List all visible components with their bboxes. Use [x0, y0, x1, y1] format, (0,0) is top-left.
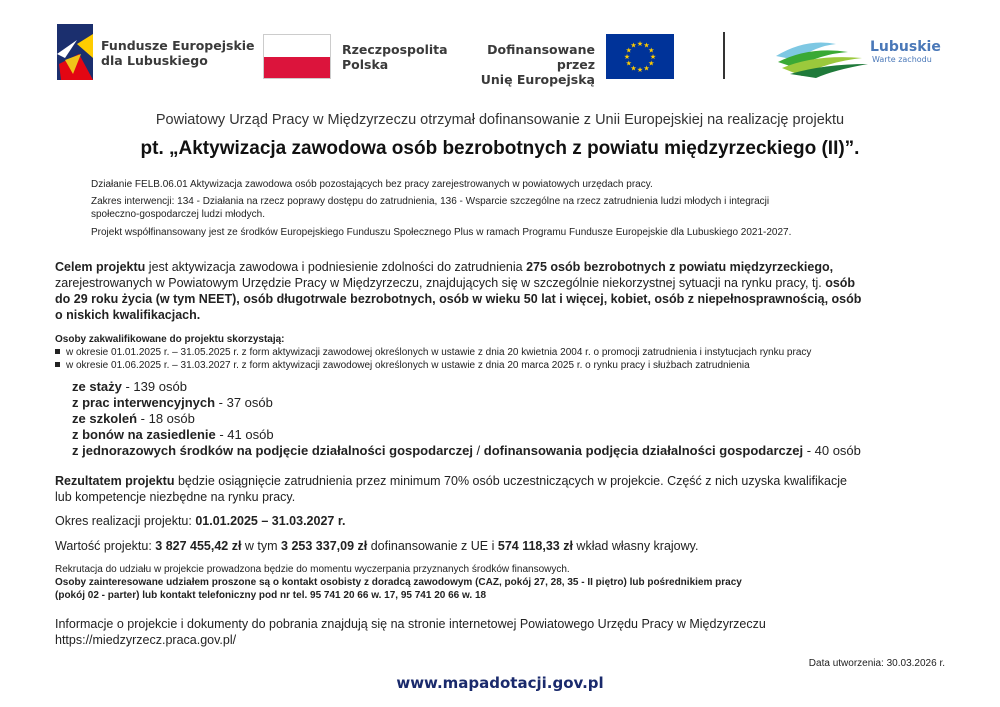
- goal-count: 275 osób bezrobotnych z powiatu międzyrzeckiego,: [526, 260, 834, 274]
- goal-line3: do 29 roku życia (w tym NEET), osób długotrwale bezrobotnych, osób w wieku 50 lat i więcej, kobiet, osób z niepełnosprawnością, osób: [55, 292, 862, 306]
- recruit-line2: Osoby zainteresowane udziałem proszone są o kontakt osobisty z doradcą zawodowym (CAZ, pokój 27, 28, 35 - II piętro) lub pośrednikiem pracy: [55, 577, 742, 588]
- intro-text: Powiatowy Urząd Pracy w Międzyrzeczu otrzymał dofinansowanie z Unii Europejskiej na realizację projektu: [155, 112, 845, 128]
- recruit-line1: Rekrutacja do udziału w projekcie prowadzona będzie do momentu wyczerpania przyznanych środków finansowych.: [55, 564, 570, 575]
- eu-star-icon: ★: [648, 47, 655, 55]
- support-item: [72, 395, 972, 411]
- support-value: - 139 osób: [121, 379, 187, 394]
- result-line2: lub kompetencje niezbędne na rynku pracy.: [55, 490, 296, 504]
- value-own: 574 118,33 zł: [497, 539, 573, 553]
- fundusze-europejskie-logo-icon: [57, 24, 93, 80]
- value-text2: dofinansowanie z UE i: [367, 539, 498, 553]
- eligible-bullet2: w okresie 01.06.2025 r. – 31.03.2027 r. z form aktywizacji zawodowej określonych w ustawie z dnia 20 marca 2025 r. o rynku pracy i służbach zatrudnienia: [66, 360, 750, 371]
- logo-bar: [0, 0, 1000, 95]
- eu-star-icon: ★: [625, 47, 632, 55]
- scope-line2: społeczno-gospodarczej ludzi młodych.: [91, 209, 265, 220]
- value-total: 3 827 455,42 zł: [155, 539, 242, 553]
- support-item: [72, 411, 972, 427]
- project-title: pt. „Aktywizacja zawodowa osób bezrobotnych z powiatu międzyrzeckiego (II)”.: [140, 138, 860, 159]
- period-label: Okres realizacji projektu:: [55, 514, 196, 528]
- recruit-line3: (pokój 02 - parter) lub kontakt telefoniczny pod nr tel. 95 741 20 66 w. 17, 95 741 20 66 w. 18: [55, 590, 487, 601]
- eu-star-icon: ★: [630, 42, 637, 50]
- rp-logo-line1: Rzeczpospolita: [342, 42, 448, 57]
- eu-star-icon: ★: [623, 54, 631, 61]
- scope-line1: Zakres interwencji: 134 - Działania na rzecz poprawy dostępu do zatrudnienia, 136 - Wsparcie szczególne na rzecz zatrudnienia ludzi młodych i integracji: [91, 196, 770, 207]
- support-sep: /: [472, 443, 484, 458]
- support-item: [72, 379, 972, 395]
- support-item: [72, 427, 972, 443]
- support-label: ze staży: [72, 379, 122, 394]
- lubuskie-slogan: Warte zachodu: [872, 55, 932, 64]
- value-eu: 3 253 337,09 zł: [281, 539, 368, 553]
- support-item: [72, 443, 972, 459]
- eligible-bullet1: w okresie 01.01.2025 r. – 31.05.2025 r. z form aktywizacji zawodowej określonych w ustawie z dnia 20 kwietnia 2004 r. o promocji zatrudnienia i instytucjach rynku pracy: [66, 347, 812, 358]
- value-line: [55, 538, 698, 554]
- recruit-paragraph: [55, 563, 955, 602]
- result-paragraph: [55, 473, 955, 505]
- support-value: - 41 osób: [215, 427, 274, 442]
- value-text3: wkład własny krajowy.: [572, 539, 699, 553]
- result-line1: będzie osiągnięcie zatrudnienia przez minimum 70% osób uczestniczących w projekcie. Część z nich uzyska kwalifikacje: [174, 474, 847, 488]
- lubuskie-logo-icon: [776, 34, 868, 78]
- eu-star-icon: ★: [643, 65, 650, 73]
- created-date: Data utworzenia: 30.03.2026 r.: [808, 658, 945, 669]
- eu-star-icon: ★: [630, 65, 637, 73]
- support-value: - 18 osób: [137, 411, 195, 426]
- bullet-square-icon: [55, 362, 60, 367]
- logo-divider: [723, 32, 725, 79]
- eu-star-icon: ★: [648, 60, 655, 68]
- footer-url-link[interactable]: www.mapadotacji.gov.pl: [396, 674, 604, 692]
- info-paragraph: [55, 616, 955, 648]
- support-label: z prac interwencyjnych: [72, 395, 216, 410]
- goal-text1: jest aktywizacja zawodowa i podniesienie zdolności do zatrudnienia: [145, 260, 527, 274]
- goal-line2b: osób: [825, 276, 856, 290]
- info-line1: Informacje o projekcie i dokumenty do pobrania znajdują się na stronie internetowej Powiatowego Urzędu Pracy w Międzyrzeczu: [55, 617, 766, 631]
- eu-logo-line1: Dofinansowane przez: [487, 42, 595, 72]
- fe-logo-line2: dla Lubuskiego: [101, 53, 208, 68]
- goal-paragraph: [55, 259, 955, 323]
- eu-star-icon: ★: [636, 41, 644, 48]
- value-label: Wartość projektu:: [55, 539, 156, 553]
- support-label: ze szkoleń: [72, 411, 138, 426]
- goal-label: Celem projektu: [55, 260, 146, 274]
- action-text: Działanie FELB.06.01 Aktywizacja zawodowa osób pozostających bez pracy zarejestrowanych w powiatowych urzędach pracy.: [91, 179, 653, 190]
- list-item: [55, 346, 955, 359]
- result-label: Rezultatem projektu: [55, 474, 175, 488]
- eu-flag-icon: [606, 34, 674, 79]
- polish-flag-icon: [263, 34, 331, 79]
- goal-line4: o niskich kwalifikacjach.: [55, 308, 201, 322]
- cofinance-text: Projekt współfinansowany jest ze środków Europejskiego Funduszu Społecznego Plus w ramach Programu Fundusze Europejskie dla Lubuskiego 2021-2027.: [91, 227, 792, 238]
- eu-star-icon: ★: [649, 54, 657, 61]
- support-label: z jednorazowych środków na podjęcie działalności gospodarczej: [72, 443, 473, 458]
- support-label2: dofinansowania podjęcia działalności gospodarczej: [483, 443, 804, 458]
- lubuskie-name: Lubuskie: [870, 39, 941, 55]
- support-list: [72, 379, 972, 459]
- support-value: - 40 osób: [803, 443, 861, 458]
- period-value: 01.01.2025 – 31.03.2027 r.: [195, 514, 346, 528]
- eu-logo-line2: Unię Europejską: [480, 72, 595, 87]
- fe-logo-line1: Fundusze Europejskie: [101, 38, 255, 53]
- support-label: z bonów na zasiedlenie: [72, 427, 216, 442]
- rp-logo-line2: Polska: [342, 57, 389, 72]
- eligible-heading: Osoby zakwalifikowane do projektu skorzystają:: [55, 334, 285, 345]
- goal-line2a: zarejestrowanych w Powiatowym Urzędzie Pracy w Międzyrzeczu, znajdujących się w szczególnie niekorzystnej sytuacji na rynku pracy, tj.: [55, 276, 826, 290]
- bullet-square-icon: [55, 349, 60, 354]
- support-value: - 37 osób: [215, 395, 273, 410]
- info-url-link[interactable]: https://miedzyrzecz.praca.gov.pl/: [55, 633, 237, 647]
- period-line: [55, 513, 345, 529]
- eu-star-icon: ★: [636, 67, 644, 74]
- eu-star-icon: ★: [643, 42, 650, 50]
- value-text1: w tym: [241, 539, 282, 553]
- eu-star-icon: ★: [625, 60, 632, 68]
- list-item: [55, 359, 955, 372]
